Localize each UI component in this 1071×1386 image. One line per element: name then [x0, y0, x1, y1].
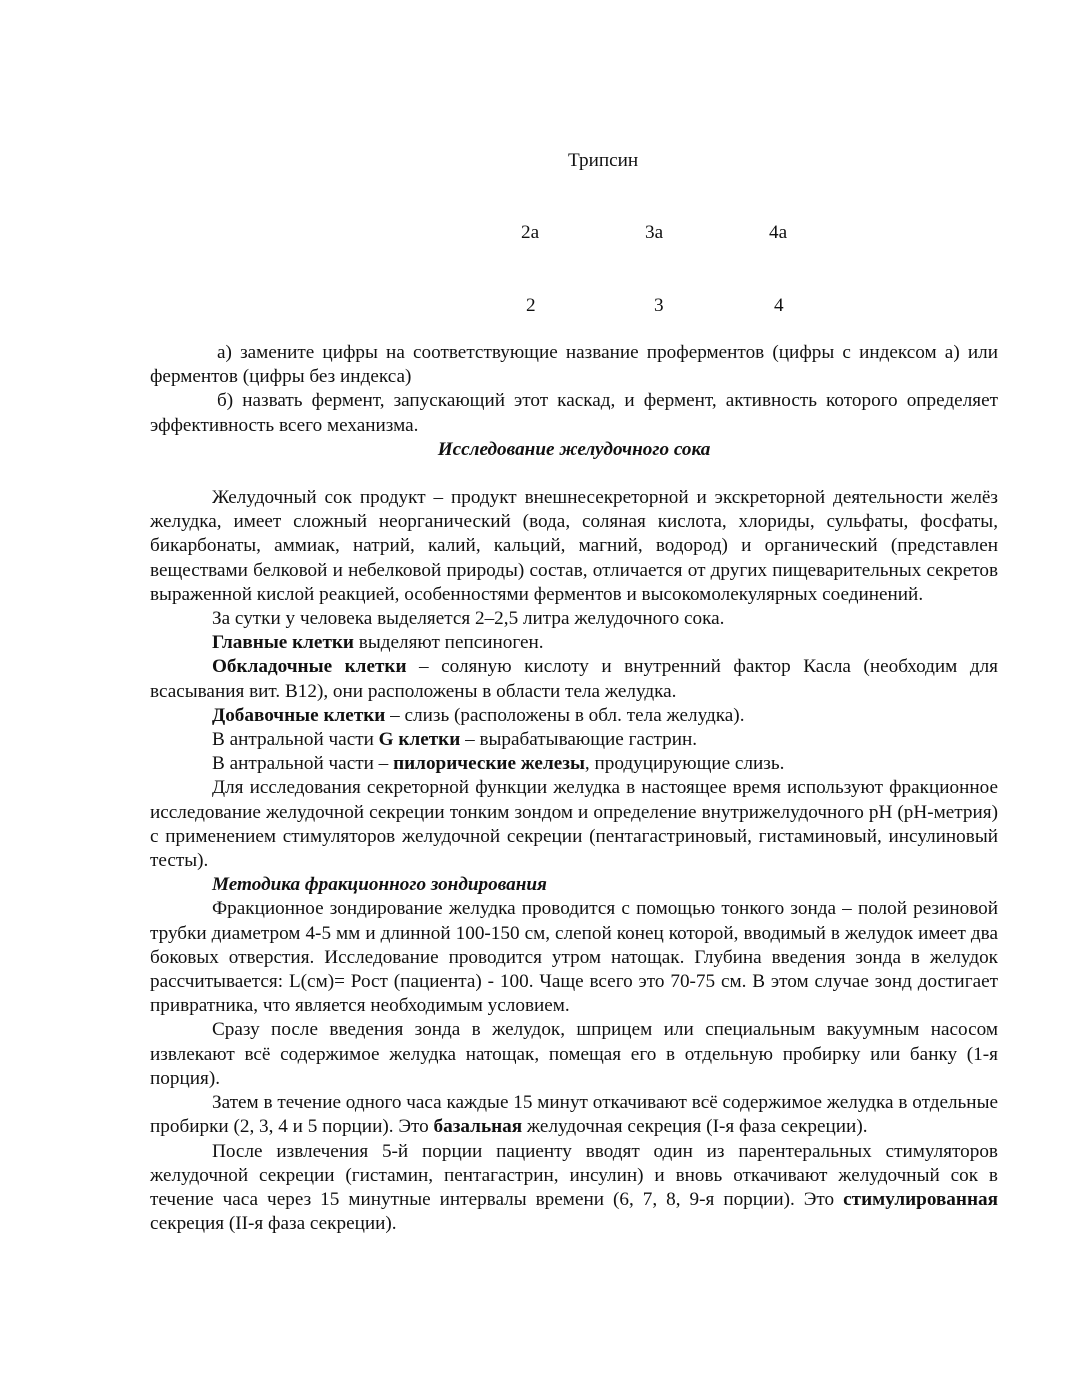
term-bold: G клетки	[378, 729, 461, 751]
paragraph: Сразу после введения зонда в желудок, шприцем или специальным вакуумным насосом извлекают всё содержимое желудка натощак, помещая его в отдельную пробирку или банку (1-я порция).	[150, 1019, 998, 1089]
diagram-title: Трипсин	[568, 150, 639, 171]
diagram-label-2: 2	[526, 295, 536, 316]
diagram-label-4a: 4а	[769, 222, 788, 243]
task-b: б) назвать фермент, запускающий этот каскад, и фермент, активность которого определяет эффективность всего механизма.	[150, 390, 998, 436]
paragraph: Для исследования секреторной функции желудка в настоящее время используют фракционное исследование желудочной секреции тонким зондом и определение внутрижелудочного рН (рН-метрия) с применением стимуляторов желудочной секреции (пентагастриновый, гистаминовый, инсулиновый тесты).	[150, 777, 998, 872]
paragraph: Фракционное зондирование желудка проводится с помощью тонкого зонда – полой резиновой трубки диаметром 4-5 мм и длинной 100-150 см, слепой конец которой, вводимый в желудок имеет два боковых отверстия. Исследование проводится утром натощак. Глубина введения зонда в желудок рассчитывается: L(см)= Рост (пациента) - 100. Чаще всего это 70-75 см. В этом случае зонд достигает привратника, что является необходимым условием.	[150, 898, 998, 1017]
section-heading-gastric-juice: Исследование желудочного сока	[437, 438, 711, 460]
diagram-label-3: 3	[654, 295, 664, 316]
diagram-label-3a: 3а	[645, 222, 664, 243]
paragraph: Главные клетки выделяют пепсиноген.	[212, 632, 544, 654]
term-bold: Главные клетки	[212, 632, 354, 654]
document-body	[150, 341, 998, 1236]
paragraph: За сутки у человека выделяется 2–2,5 литра желудочного сока.	[212, 608, 725, 630]
term-bold: пилорические железы	[393, 753, 585, 775]
section-heading-fractional-probing: Методика фракционного зондирования	[212, 874, 547, 896]
term-bold: Добавочные клетки	[212, 704, 386, 726]
blank-line	[150, 462, 998, 486]
diagram-label-2a: 2а	[521, 222, 540, 243]
paragraph: Добавочные клетки – слизь (расположены в обл. тела желудка).	[212, 704, 745, 726]
paragraph: В антральной части – пилорические железы, продуцирующие слизь.	[212, 753, 785, 775]
paragraph: После извлечения 5-й порции пациенту вводят один из парентеральных стимуляторов желудочной секреции (гистамин, пентагастрин, инсулин) и вновь откачивают желудочный сок в течение часа через 15 минутные интервалы времени (6, 7, 8, 9-я порции). Это стимулированная секреция (II-я фаза секреции).	[150, 1140, 998, 1235]
paragraph: Затем в течение одного часа каждые 15 минут откачивают всё содержимое желудка в отдельные пробирки (2, 3, 4 и 5 порции). Это базальная желудочная секреция (I-я фаза секреции).	[150, 1092, 998, 1138]
term-bold: базальная	[433, 1116, 523, 1138]
term-bold: стимулированная	[843, 1188, 998, 1210]
task-a: а) замените цифры на соответствующие название проферментов (цифры с индексом а) или ферментов (цифры без индекса)	[150, 342, 998, 388]
paragraph: Желудочный сок продукт – продукт внешнесекреторной и экскреторной деятельности желёз желудка, имеет сложный неорганический (вода, соляная кислота, хлориды, сульфаты, фосфаты, бикарбонаты, аммиак, натрий, калий, кальций, магний, водород) и органический (представлен веществами белковой и небелковой природы) состав, отличается от других пищеварительных секретов выраженной кислой реакцией, особенностями ферментов и высокомолекулярных соединений.	[150, 487, 998, 605]
paragraph: В антральной части G клетки – вырабатывающие гастрин.	[212, 729, 698, 751]
paragraph: Обкладочные клетки – соляную кислоту и внутренний фактор Касла (необходим для всасывания вит. В12), они расположены в области тела желудка.	[150, 656, 998, 702]
diagram-label-4: 4	[774, 295, 784, 316]
term-bold: Обкладочные клетки	[212, 656, 407, 678]
